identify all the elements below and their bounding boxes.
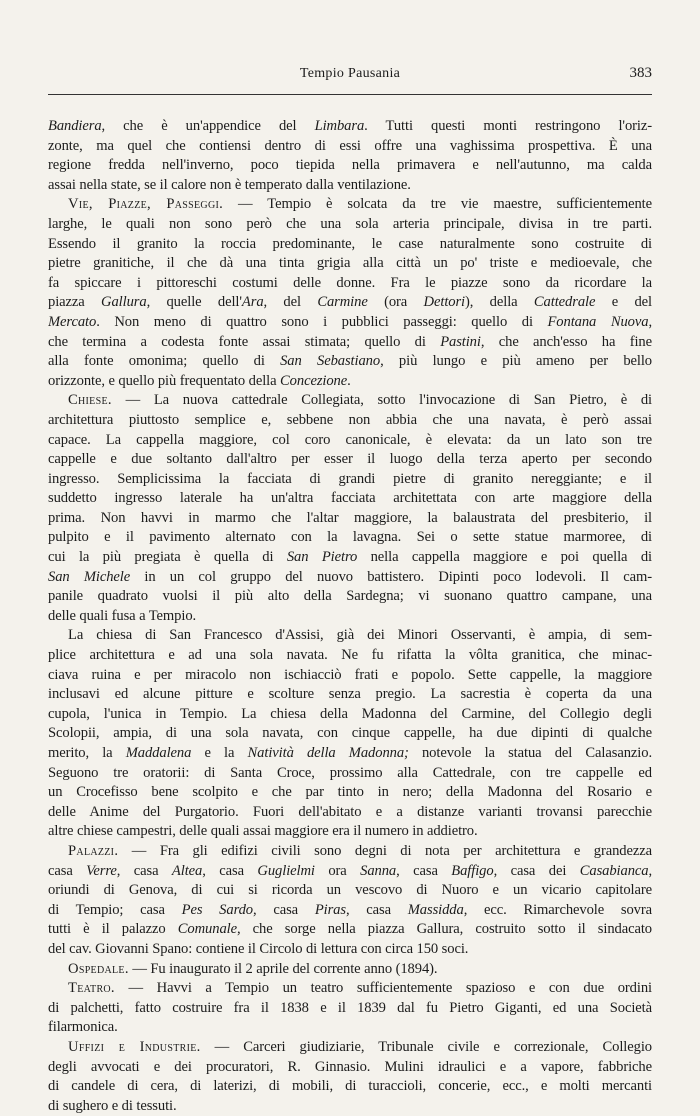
text-line (48, 744, 652, 764)
text-run: ), della (465, 294, 534, 311)
italic-term: Comunale (177, 921, 237, 938)
body-text (48, 117, 652, 1116)
italic-term: Pastini (440, 333, 481, 350)
italic-term: Fontana Nuova (547, 313, 649, 330)
text-line (48, 235, 652, 255)
text-run: capace. La cappella maggiore, col coro canonicale, è elevata: da un lato son tre (48, 431, 652, 448)
text-line (48, 254, 652, 274)
text-line (48, 568, 652, 588)
text-run: di Tempio; casa (48, 901, 182, 918)
italic-term: Limbara (314, 118, 365, 134)
text-run: ciava ruina e per miracolo non ischiacciò frati e popolo. Sette cappelle, la maggiore (48, 666, 652, 683)
text-line (48, 450, 652, 470)
text-run: e del (595, 294, 652, 311)
text-line (48, 764, 652, 784)
text-line (48, 1038, 652, 1058)
text-line (48, 1097, 652, 1116)
text-line (48, 685, 652, 705)
text-run: e la (191, 745, 248, 761)
section-heading: Vie, Piazze, Passeggi. (68, 196, 224, 213)
text-run: , che sorge nella piazza Gallura, costruito sotto il sindacato (236, 921, 652, 938)
italic-term: Sanna (360, 862, 397, 879)
text-run: filarmonica. (48, 1019, 118, 1036)
text-run: pietre granitiche, il che dà una tinta grigia alla città un po' triste e medioevale, che (48, 255, 652, 272)
text-run: delle Anime del Purgatorio. Fuori dell'abitato e a distanze varianti trovansi parecchie (48, 803, 652, 820)
text-line (48, 901, 652, 921)
text-run: — Tempio è solcata da tre vie maestre, sufficientemente (223, 196, 652, 213)
text-line (48, 215, 652, 235)
italic-term: Verre (86, 862, 117, 879)
text-run: , più lungo e più ameno per bello (380, 353, 652, 370)
text-line (48, 528, 652, 548)
text-line (48, 352, 652, 372)
text-run: un Crocefisso bene scolpito e che par tinto in nero; della Madonna del Rosario e (48, 784, 652, 801)
italic-term: Cattedrale (533, 294, 596, 311)
text-run: , che anch'esso ha fine (480, 333, 652, 350)
italic-term: Carmine (317, 294, 368, 311)
text-run: — La nuova cattedrale Collegiata, sotto l'invocazione di San Pietro, è di (111, 392, 652, 409)
text-line (48, 607, 652, 627)
text-line (48, 117, 652, 137)
text-run: , (648, 862, 652, 879)
text-line (48, 587, 652, 607)
text-line (48, 666, 652, 686)
text-line (48, 470, 652, 490)
text-run: , casa (396, 862, 452, 879)
text-run: cappelle e due soltanto dall'altro per esser il luogo della terza aperto per secondo (48, 451, 652, 468)
text-run: di palchetti, fatto costruire fra il 1838 e il 1839 dal fu Pietro Giganti, ed una Società (48, 999, 652, 1016)
text-line (48, 293, 652, 313)
italic-term: Bandiera (48, 118, 102, 134)
text-run: , casa (116, 862, 172, 879)
text-line (48, 156, 652, 176)
text-run: in un col gruppo del nuovo battistero. Dipinti poco lodevoli. Il cam- (130, 568, 652, 585)
text-line (48, 391, 652, 411)
text-run: , casa (202, 862, 258, 879)
text-run: alla fonte omonima; quello di (48, 353, 281, 370)
text-run: del cav. Giovanni Spano: contiene il Circolo di lettura con circa 150 soci. (48, 940, 469, 957)
text-run: casa (48, 862, 87, 879)
text-line (48, 372, 652, 392)
text-run: inclusavi ed alcune pitture e scolture senza pregio. La sacrestia è coperta da una (48, 686, 652, 703)
italic-term: Casabianca (579, 862, 649, 879)
text-run: architettura piuttosto semplice e, sebbene non abbia che una navata, è però assai (48, 411, 652, 428)
text-run: di candele di cera, di laterizi, di mobili, di turaccioli, concerie, ecc., e molti mercanti (48, 1078, 652, 1095)
text-run: La chiesa di San Francesco d'Assisi, già dei Minori Osservanti, è ampia, di sem- (68, 627, 652, 644)
italic-term: Gallura (101, 294, 147, 311)
text-run: , che è un'appendice del (101, 118, 315, 134)
text-run: fa spiccare i pittoreschi costumi delle donne. Fra le piazze sono da ricordare la (48, 274, 652, 291)
text-line (48, 411, 652, 431)
text-run: , (648, 313, 652, 330)
text-run: , casa (345, 901, 408, 918)
italic-term: San Michele (48, 568, 131, 585)
text-line (48, 1018, 652, 1038)
text-run: larghe, le quali non sono però che una sola arteria principale, divisa in tre parti. (48, 215, 652, 232)
text-line (48, 548, 652, 568)
text-run: Essendo il granito la roccia predominante, le case naturalmente sono costruite di (48, 235, 652, 252)
text-run: , del (263, 294, 318, 311)
text-run: cui la più pregiata è quella di (48, 549, 287, 566)
text-run: merito, la (48, 745, 126, 761)
text-run: — Fra gli edifizi civili sono degni di nota per architettura e grandezza (118, 842, 652, 859)
text-line (48, 195, 652, 215)
text-run: pulpito e il pavimento alternato con la lavagna. Sei o sette statue marmoree, di (48, 529, 652, 546)
text-run: — Havvi a Tempio un teatro sufficientemente spazioso e con due ordini (114, 980, 652, 997)
text-run: plice architettura e ad una sola navata. Ne fu rifatta la vôlta granitica, che minac- (48, 647, 652, 664)
page-number: 383 (629, 65, 652, 81)
text-run: , quelle dell' (146, 294, 242, 311)
italic-term: Natività della Madonna; (247, 745, 409, 761)
text-line (48, 137, 652, 157)
section-heading: Ospedale. (68, 960, 129, 977)
italic-term: Ara (241, 294, 264, 311)
text-line (48, 1077, 652, 1097)
text-run: . (347, 372, 351, 389)
text-line (48, 803, 652, 823)
text-line (48, 783, 652, 803)
text-run: ingresso. Semplicissima la facciata di grandi pietre di granito nereggiante; e il (48, 470, 652, 487)
section-heading: Teatro. (68, 980, 115, 997)
text-run: nella cappella maggiore e poi quella di (357, 549, 652, 566)
italic-term: Concezione (280, 372, 348, 389)
text-run: . Tutti questi monti restringono l'oriz- (364, 118, 652, 134)
text-run: oriundi di Genova, di cui si ricorda un vescovo di Nuoro e un vicario capitolare (48, 882, 652, 899)
text-line (48, 999, 652, 1019)
text-run: panile quadrato vuolsi il più alto della Sardegna; vi suonano quattro campane, una (48, 588, 652, 605)
text-run: Seguono tre oratorii: di Santa Croce, prossimo alla Cattedrale, con tre cappelle ed (48, 764, 652, 781)
text-line (48, 920, 652, 940)
text-run: tutti è il palazzo (48, 921, 178, 938)
text-line (48, 274, 652, 294)
italic-term: San Pietro (286, 549, 358, 566)
text-run: delle quali fusa a Tempio. (48, 607, 197, 624)
text-run: . Non meno di quattro sono i pubblici passeggi: quello di (96, 313, 548, 330)
italic-term: Pes Sardo (181, 901, 254, 918)
text-run: , casa (253, 901, 315, 918)
page-header (48, 66, 652, 86)
text-run: — Carceri giudiziarie, Tribunale civile e correzionale, Collegio (200, 1038, 652, 1055)
text-run: assai nella state, se il calore non è temperato dalla ventilazione. (48, 176, 411, 193)
text-run: , casa dei (493, 862, 580, 879)
text-line (48, 979, 652, 999)
text-line (48, 333, 652, 353)
text-line (48, 940, 652, 960)
text-line (48, 862, 652, 882)
italic-term: Mercato (48, 313, 97, 330)
text-line (48, 960, 652, 980)
italic-term: Massidda (407, 901, 464, 918)
section-heading: Uffizi e Industrie. (68, 1038, 201, 1055)
text-line (48, 1058, 652, 1078)
text-line (48, 705, 652, 725)
text-line (48, 724, 652, 744)
text-run: orizzonte, e quello più frequentato della (48, 372, 281, 389)
text-line (48, 176, 652, 196)
text-line (48, 313, 652, 333)
italic-term: Dettori (423, 294, 466, 311)
italic-term: Maddalena (125, 745, 192, 761)
text-line (48, 881, 652, 901)
text-line (48, 646, 652, 666)
text-run: cupola, l'unica in Tempio. La chiesa della Madonna del Carmine, del Collegio degli (48, 705, 652, 722)
text-line (48, 509, 652, 529)
text-line (48, 626, 652, 646)
text-line (48, 489, 652, 509)
text-line (48, 822, 652, 842)
text-run: ora (314, 862, 361, 879)
italic-term: San Sebastiano (280, 353, 381, 370)
text-line (48, 842, 652, 862)
header-rule (48, 94, 652, 95)
text-run: zonte, ma quel che contiensi dentro di essi offre una vaghissima prospettiva. È una (48, 137, 652, 154)
italic-term: Altea (171, 862, 203, 879)
text-run: — Fu inaugurato il 2 aprile del corrente anno (1894). (128, 960, 438, 977)
text-run: altre chiese campestri, delle quali assai maggiore era il numero in addietro. (48, 823, 478, 840)
text-run: piazza (48, 294, 102, 311)
section-heading: Palazzi. (68, 842, 119, 859)
text-run: degli avvocati e dei procuratori, R. Ginnasio. Mulini idraulici e a vapore, fabbriche (48, 1058, 652, 1075)
text-run: di sughero e di tessuti. (48, 1097, 177, 1114)
section-heading: Chiese. (68, 392, 112, 409)
italic-term: Guglielmi (257, 862, 315, 879)
running-title: Tempio Pausania (299, 66, 401, 81)
italic-term: Piras (314, 901, 346, 918)
text-run: , ecc. Rimarchevole sovra (463, 901, 652, 918)
text-run: notevole la statua del Calasanzio. (408, 745, 652, 761)
text-run: prima. Non havvi in marmo che l'altar maggiore, la balaustrata del presbiterio, il (48, 509, 652, 526)
text-run: (ora (367, 294, 424, 311)
text-run: che termina a codesta fonte assai stimata; quello di (48, 333, 441, 350)
italic-term: Baffigo (451, 862, 494, 879)
text-run: regione fredda nell'inverno, poco tiepida nella primavera e nell'autunno, ma calda (48, 157, 652, 174)
text-line (48, 431, 652, 451)
text-run: Scolopii, ampia, di una sola navata, con cinque cappelle, ha due dipinti di qualche (48, 725, 652, 742)
text-run: suddetto ingresso laterale ha un'altra facciata architettata con arte maggiore della (48, 490, 652, 507)
